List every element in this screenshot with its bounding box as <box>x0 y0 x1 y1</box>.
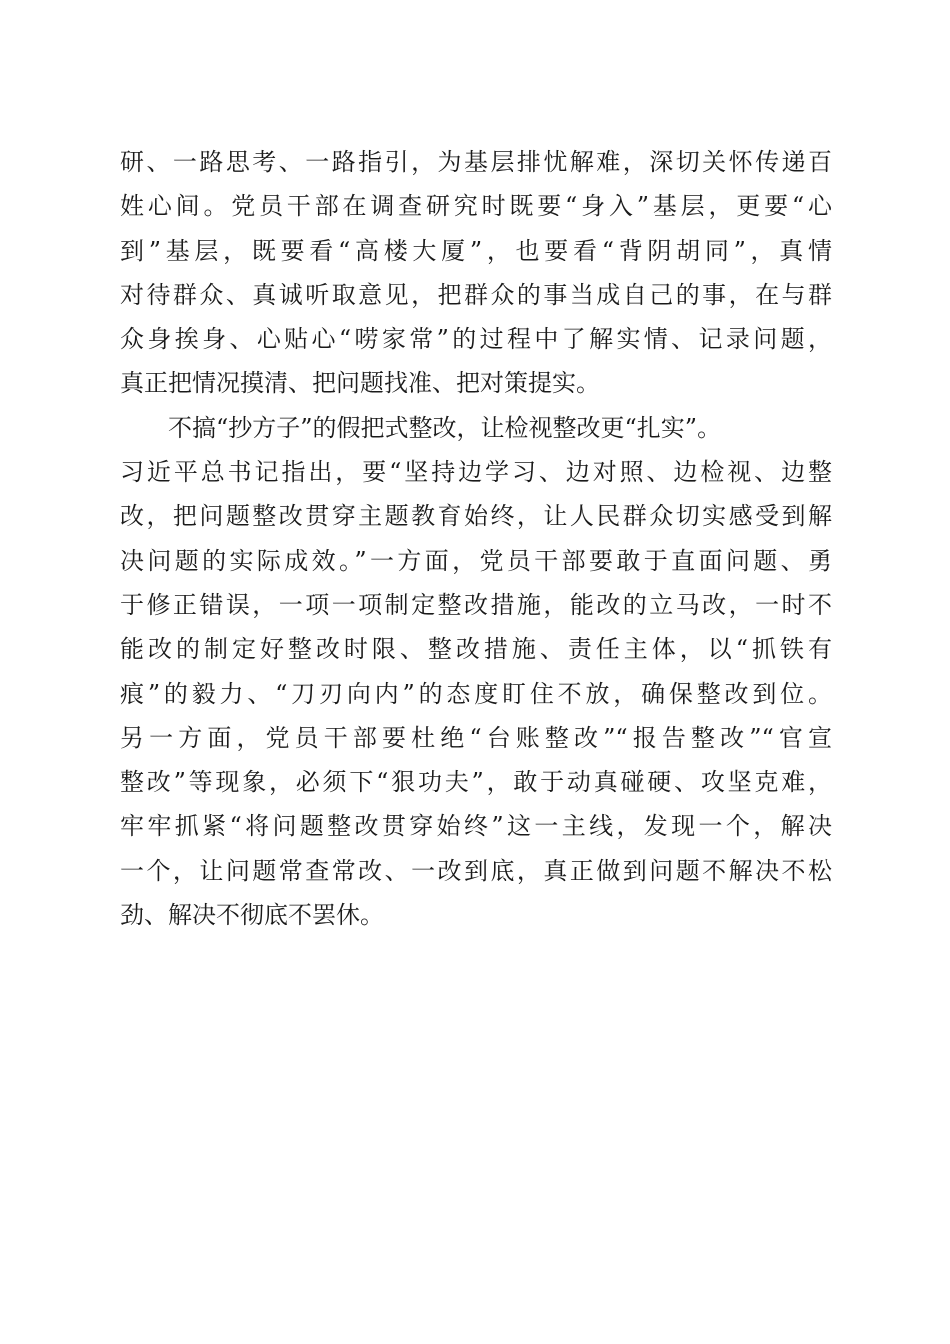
paragraph-heading-line: 不搞“抄方子”的假把式整改，让检视整改更“扎实”。 <box>168 413 722 442</box>
paragraph-line: 众身挨身、心贴心“唠家常”的过程中了解实情、记录问题， <box>120 325 832 354</box>
document-body <box>120 140 832 937</box>
paragraph-line: 对待群众、真诚听取意见，把群众的事当成自己的事，在与群 <box>120 280 832 309</box>
paragraph-line: 整改”等现象，必须下“狠功夫”，敢于动真碰硬、攻坚克难， <box>120 768 832 797</box>
paragraph-line: 于修正错误，一项一项制定整改措施，能改的立马改，一时不 <box>120 590 832 619</box>
paragraph-1 <box>120 140 832 406</box>
paragraph-line: 研、一路思考、一路指引，为基层排忧解难，深切关怀传递百 <box>120 148 832 176</box>
paragraph-line: 决问题的实际成效。”一方面，党员干部要敢于直面问题、勇 <box>120 546 832 575</box>
paragraph-line: 牢牢抓紧“将问题整改贯穿始终”这一主线，发现一个，解决 <box>120 812 832 841</box>
paragraph-line: 能改的制定好整改时限、整改措施、责任主体，以“抓铁有 <box>120 635 832 664</box>
paragraph-line: 习近平总书记指出，要“坚持边学习、边对照、边检视、边整 <box>120 458 832 487</box>
paragraph-line: 真正把情况摸清、把问题找准、把对策提实。 <box>120 369 600 398</box>
paragraph-line: 改，把问题整改贯穿主题教育始终，让人民群众切实感受到解 <box>120 502 832 531</box>
paragraph-line: 另一方面，党员干部要杜绝“台账整改”“报告整改”“官宣 <box>120 723 832 752</box>
paragraph-line: 到”基层，既要看“高楼大厦”，也要看“背阴胡同”，真情 <box>120 236 832 265</box>
paragraph-line: 痕”的毅力、“刀刃向内”的态度盯住不放，确保整改到位。 <box>120 679 832 708</box>
paragraph-2 <box>120 406 832 938</box>
paragraph-line: 姓心间。党员干部在调查研究时既要“身入”基层，更要“心 <box>120 192 832 221</box>
paragraph-line: 一个，让问题常查常改、一改到底，真正做到问题不解决不松 <box>120 856 832 885</box>
paragraph-line: 劲、解决不彻底不罢休。 <box>120 901 384 930</box>
